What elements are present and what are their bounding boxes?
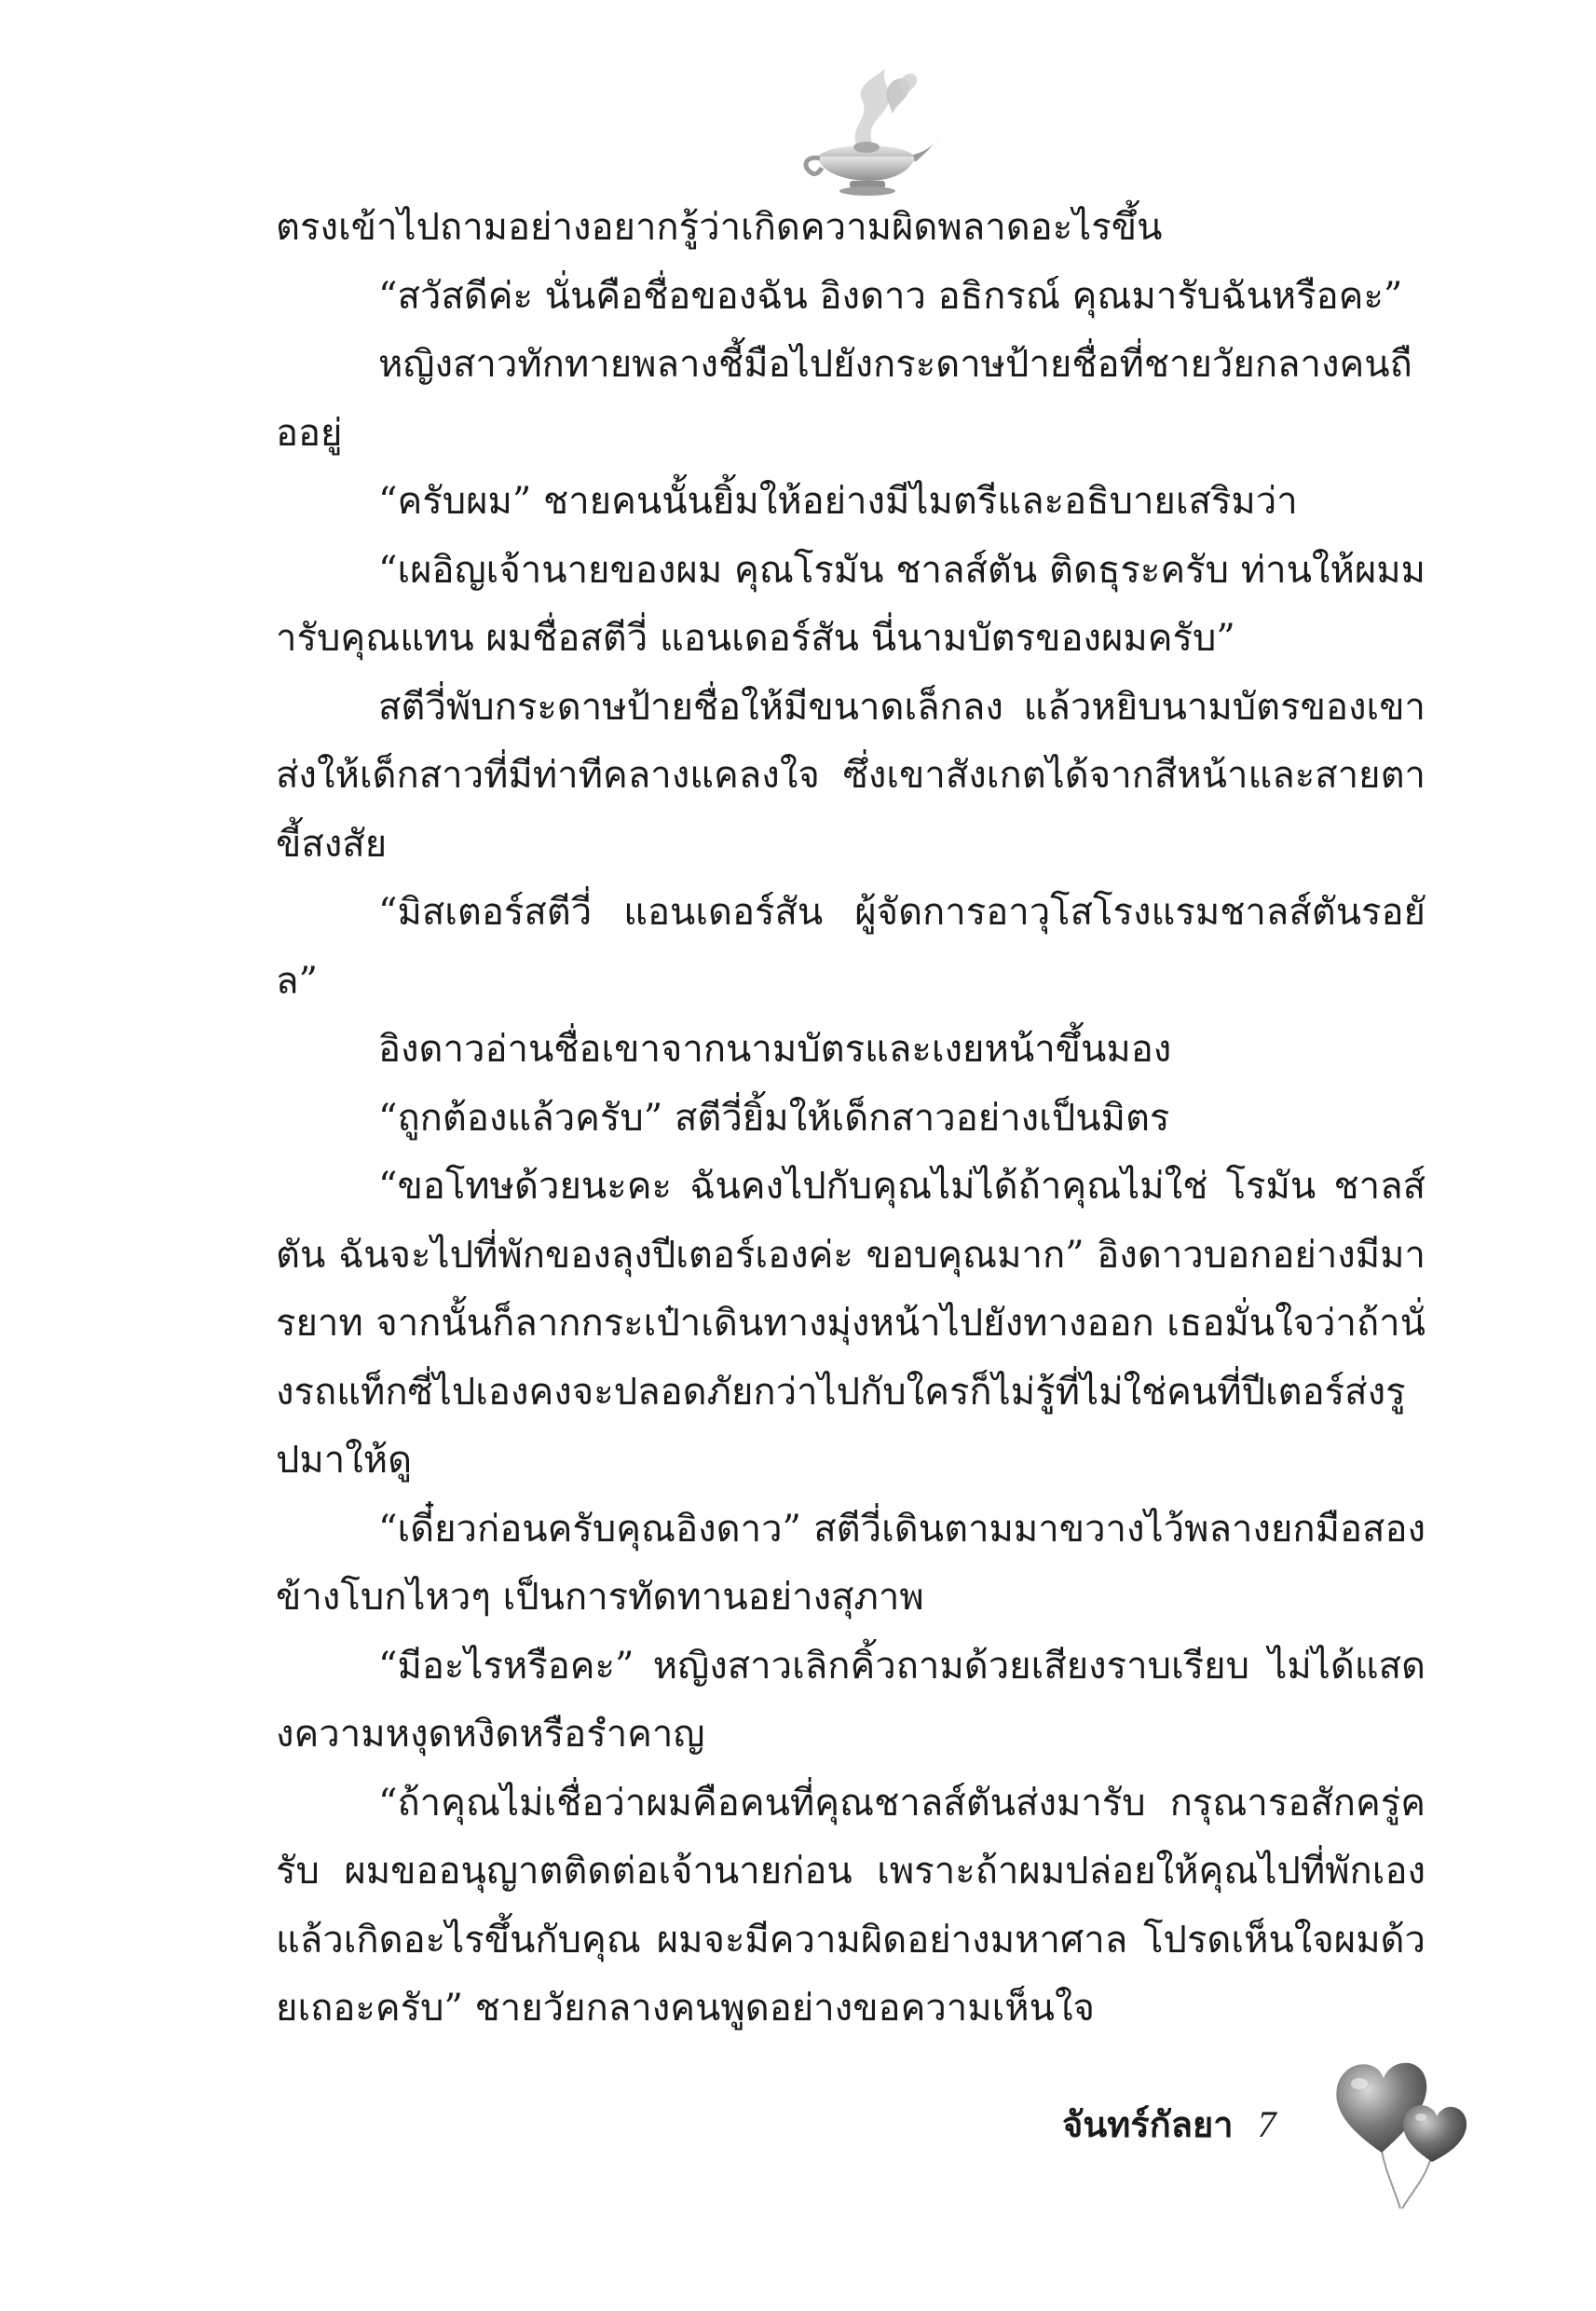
- paragraph: สตีวี่พับกระดาษป้ายชื่อให้มีขนาดเล็กลง แล้วหยิบนามบัตรของเขาส่งให้เด็กสาวที่มีท่าทีคลางแคลงใจ ซึ่งเขาสังเกตได้จากสีหน้าและสายตาขี้สงสัย: [276, 685, 1425, 866]
- page-footer: [1062, 2097, 1276, 2153]
- paragraph: “ครับผม” ชายคนนั้นยิ้มให้อย่างมีไมตรีและอธิบายเสริมว่า: [378, 480, 1298, 523]
- paragraph: หญิงสาวทักทายพลางชี้มือไปยังกระดาษป้ายชื่อที่ชายวัยกลางคนถืออยู่: [276, 343, 1412, 455]
- paragraph: “ถ้าคุณไม่เชื่อว่าผมคือคนที่คุณชาลส์ตันส่งมารับ กรุณารอสักครู่ครับ ผมขออนุญาตติดต่อเจ้านายก่อน เพราะถ้าผมปล่อยให้คุณไปที่พักเอง แล้วเกิดอะไรขึ้นกับคุณ ผมจะมีความผิดอย่างมหาศาล โปรดเห็นใจผมด้วยเถอะครับ” ชายวัยกลางคนพูดอย่างขอความเห็นใจ: [276, 1781, 1425, 2030]
- paragraph: “ถูกต้องแล้วครับ” สตีวี่ยิ้มให้เด็กสาวอย่างเป็นมิตร: [378, 1096, 1170, 1140]
- body-text: [276, 194, 1425, 2044]
- hearts-balloon-icon: [1328, 2050, 1477, 2213]
- paragraph: “เดี๋ยวก่อนครับคุณอิงดาว” สตีวี่เดินตามมาขวางไว้พลางยกมือสองข้างโบกไหวๆ เป็นการทัดทานอย่างสุภาพ: [276, 1507, 1425, 1619]
- paragraph: “มีอะไรหรือคะ” หญิงสาวเลิกคิ้วถามด้วยเสียงราบเรียบ ไม่ได้แสดงความหงุดหงิดหรือรำคาญ: [276, 1644, 1425, 1756]
- book-title: จันทร์กัลยา: [1062, 2104, 1234, 2145]
- paragraph: “มิสเตอร์สตีวี่ แอนเดอร์สัน ผู้จัดการอาวุโสโรงแรมชาลส์ตันรอยัล”: [276, 891, 1425, 1003]
- paragraph: ตรงเข้าไปถามอย่างอยากรู้ว่าเกิดความผิดพลาดอะไรขึ้น: [276, 206, 1163, 249]
- paragraph: “เผอิญเจ้านายของผม คุณโรมัน ชาลส์ตัน ติดธุระครับ ท่านให้ผมมารับคุณแทน ผมชื่อสตีวี่ แอนเดอร์สัน นี่นามบัตรของผมครับ”: [276, 548, 1425, 660]
- paragraph: อิงดาวอ่านชื่อเขาจากนามบัตรและเงยหน้าขึ้นมอง: [378, 1028, 1172, 1071]
- page-number: 7: [1257, 2103, 1276, 2145]
- paragraph: “ขอโทษด้วยนะคะ ฉันคงไปกับคุณไม่ได้ถ้าคุณไม่ใช่ โรมัน ชาลส์ตัน ฉันจะไปที่พักของลุงปีเตอร์เองค่ะ ขอบคุณมาก” อิงดาวบอกอย่างมีมารยาท จากนั้นก็ลากกระเป๋าเดินทางมุ่งหน้าไปยังทางออก เธอมั่นใจว่าถ้านั่งรถแท็กซี่ไปเองคงจะปลอดภัยกว่าไปกับใครก็ไม่รู้ที่ไม่ใช่คนที่ปีเตอร์ส่งรูปมาให้ดู: [276, 1165, 1425, 1482]
- paragraph: “สวัสดีค่ะ นั่นคือชื่อของฉัน อิงดาว อธิกรณ์ คุณมารับฉันหรือคะ”: [378, 274, 1403, 318]
- magic-lamp-icon: [792, 58, 941, 198]
